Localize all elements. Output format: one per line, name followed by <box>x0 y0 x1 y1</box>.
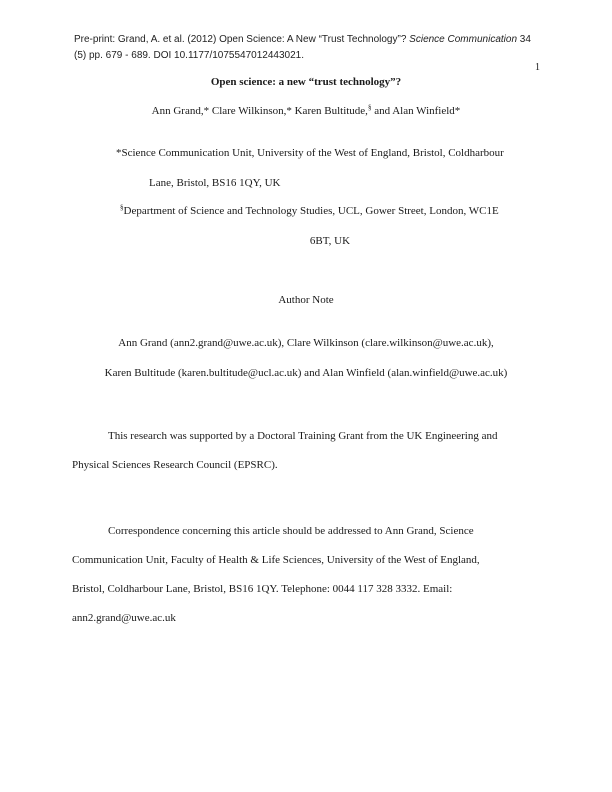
author-list: Ann Grand,* Clare Wilkinson,* Karen Bultitude,§ and Alan Winfield* <box>151 103 461 117</box>
affiliation-1 <box>116 138 546 198</box>
page-number: 1 <box>535 62 540 73</box>
affiliation-2-line-1: §Department of Science and Technology Studies, UCL, Gower Street, London, WC1E <box>120 203 499 217</box>
author-note-heading: Author Note <box>278 294 334 306</box>
funding-line-1: This research was supported by a Doctoral Training Grant from the UK Engineering and <box>108 430 498 442</box>
preprint-citation <box>74 32 544 64</box>
correspondence-line-2: Communication Unit, Faculty of Health & Life Sciences, University of the West of England, <box>72 554 480 566</box>
author-note-contacts <box>0 328 612 388</box>
funding-paragraph <box>72 422 540 480</box>
correspondence-line-3: Bristol, Coldharbour Lane, Bristol, BS16 1QY. Telephone: 0044 117 328 3332. Email: <box>72 583 453 595</box>
funding-line-2: Physical Sciences Research Council (EPSRC). <box>72 459 278 471</box>
affiliation-2 <box>120 196 540 256</box>
author-note-line-2: Karen Bultitude (karen.bultitude@ucl.ac.uk) and Alan Winfield (alan.winfield@uwe.ac.uk) <box>104 367 508 379</box>
journal-name: Science Communication <box>409 34 517 45</box>
author-note-line-1: Ann Grand (ann2.grand@uwe.ac.uk), Clare Wilkinson (clare.wilkinson@uwe.ac.uk), <box>118 337 494 349</box>
affiliation-1-line-2: Lane, Bristol, BS16 1QY, UK <box>149 177 281 189</box>
correspondence-line-1: Correspondence concerning this article should be addressed to Ann Grand, Science <box>108 525 474 537</box>
affiliation-2-line-2: 6BT, UK <box>309 235 351 247</box>
correspondence-paragraph <box>72 517 540 633</box>
correspondence-line-4: ann2.grand@uwe.ac.uk <box>72 612 176 624</box>
journal-volume: 34 <box>519 34 531 45</box>
paper-title: Open science: a new “trust technology”? <box>210 76 402 88</box>
preprint-line-1: Pre-print: Grand, A. et al. (2012) Open Science: A New “Trust Technology”? Science Communication 34 <box>74 34 531 45</box>
preprint-line-2: (5) pp. 679 - 689. DOI 10.1177/1075547012443021. <box>74 50 304 61</box>
affiliation-1-line-1: *Science Communication Unit, University of the West of England, Bristol, Coldharbour <box>116 147 504 159</box>
